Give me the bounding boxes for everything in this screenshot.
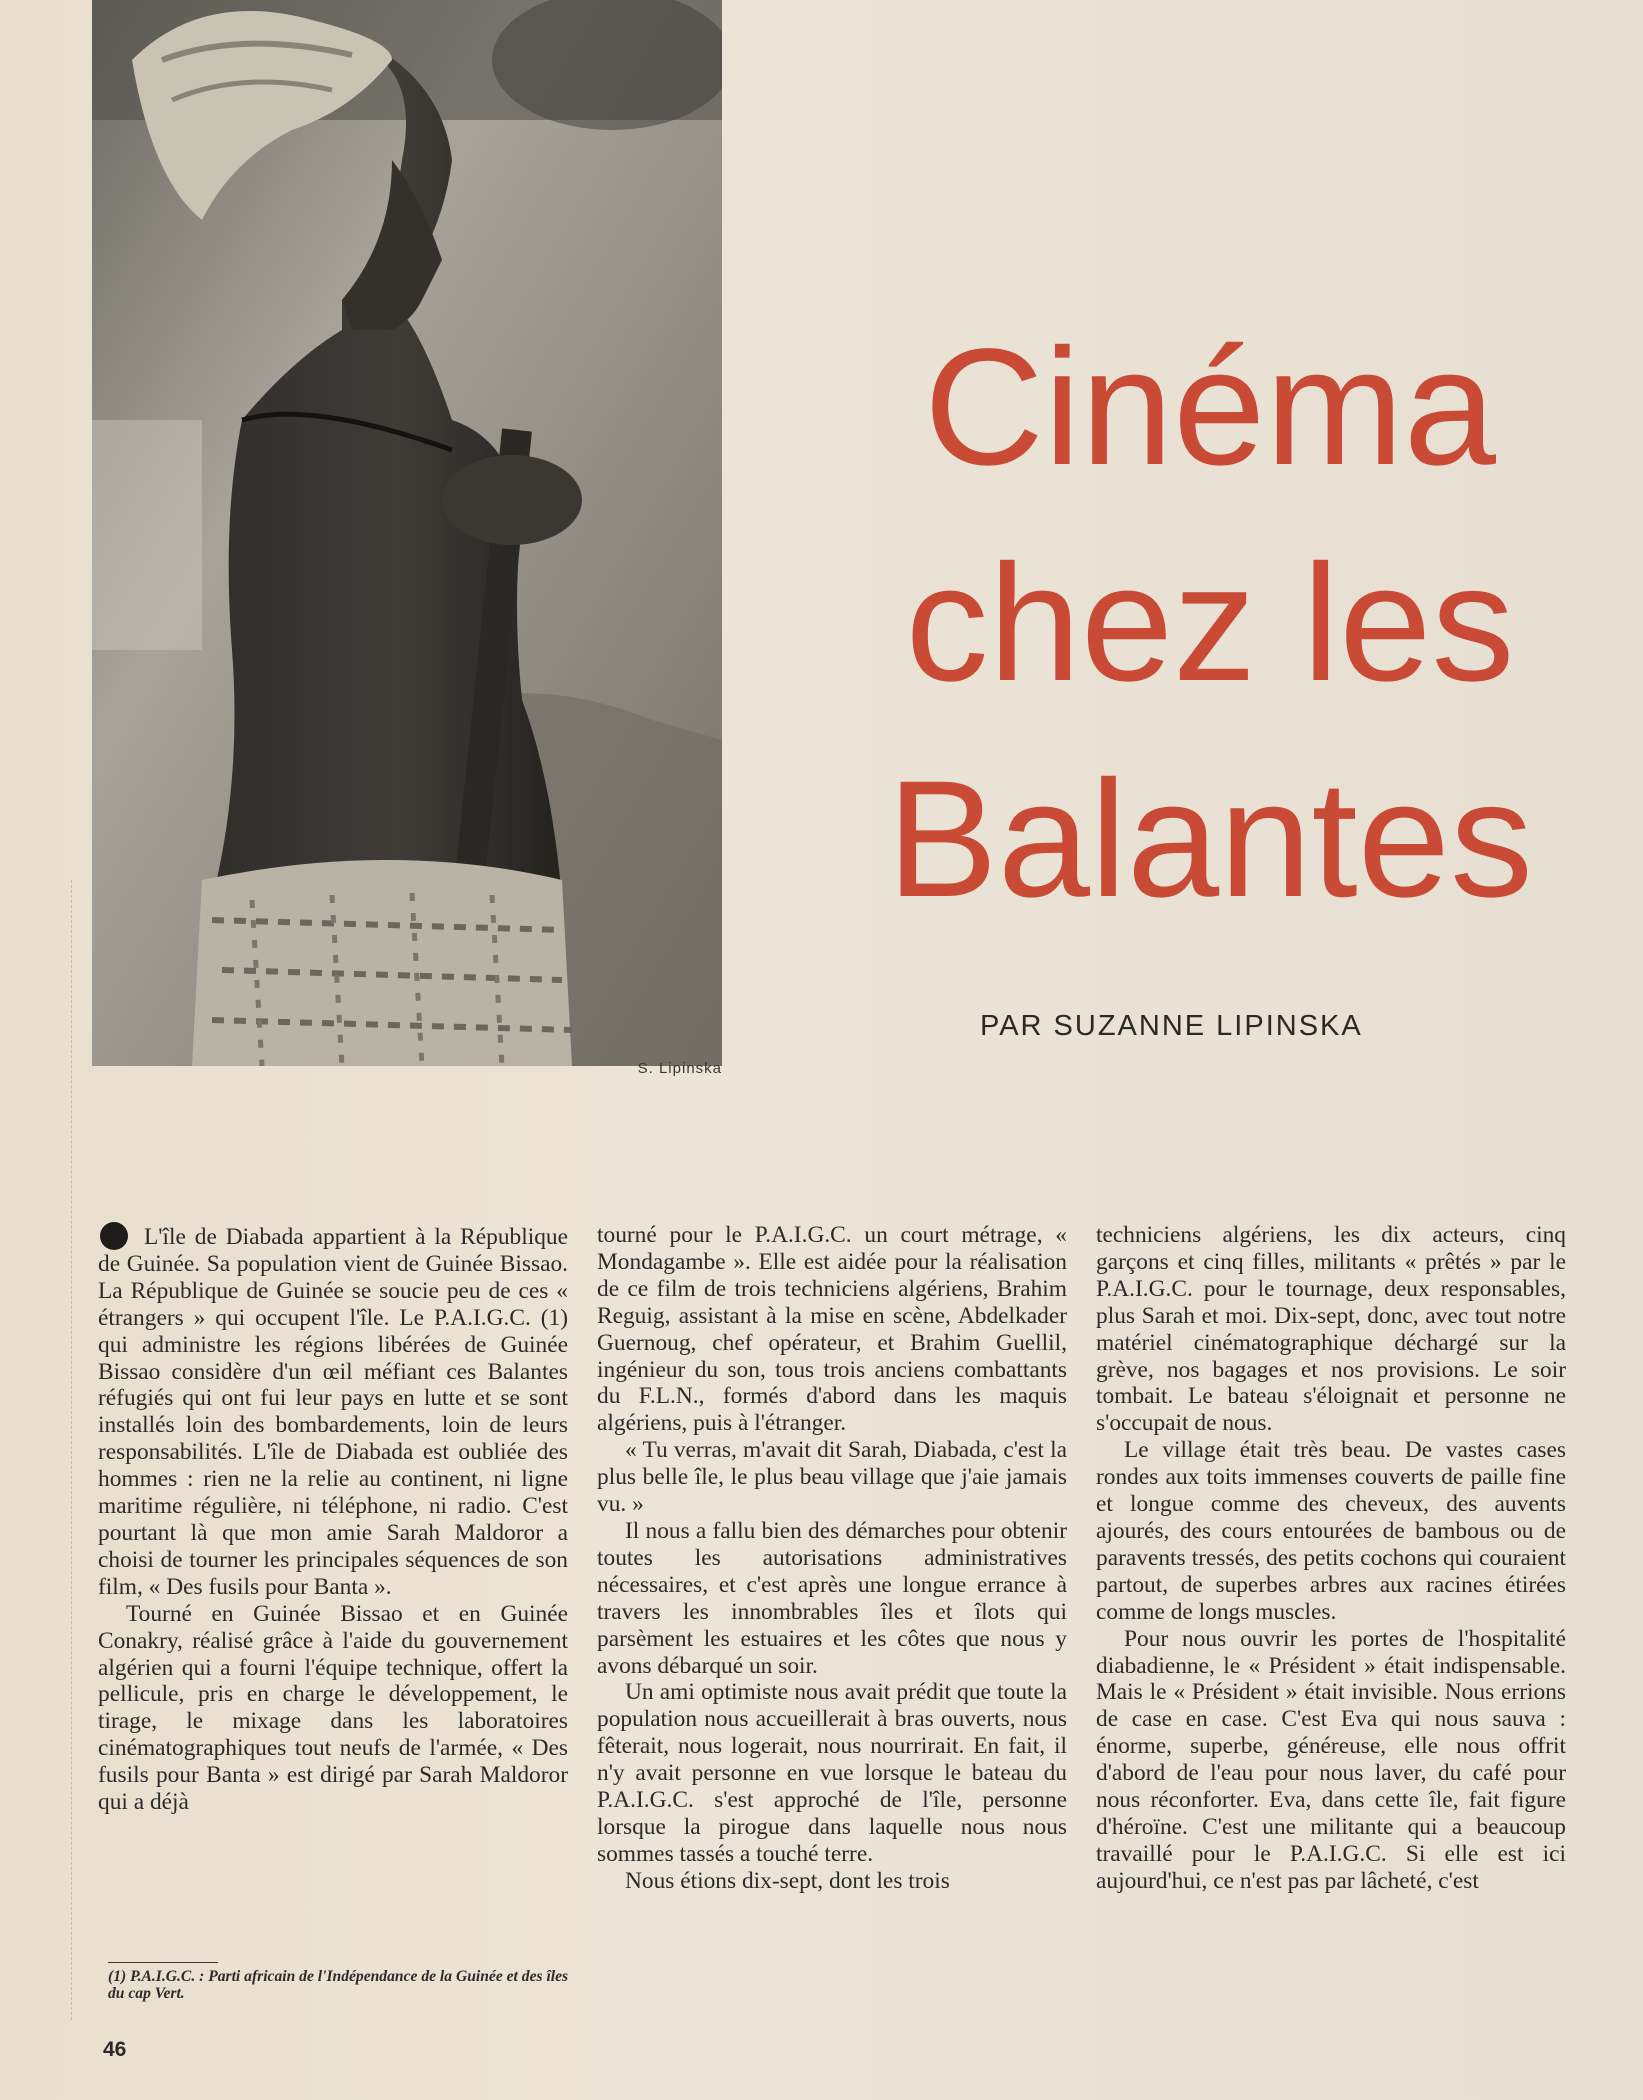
paragraph: tourné pour le P.A.I.G.C. un court métrage, « Mondagambe ». Elle est aidée pour la réalisation de ce film de trois techniciens algériens, Brahim Reguig, assistant à la mise en scène, Abdelkader Guernoug, chef opérateur, et Brahim Guellil, ingénieur du son, tous trois anciens combattants du F.L.N., formés d'abord dans les maquis algériens, puis à l'étranger. bbox=[597, 1222, 1067, 1437]
paragraph: « Tu verras, m'avait dit Sarah, Diabada, c'est la plus belle île, le plus beau village que j'aie jamais vu. » bbox=[597, 1437, 1067, 1518]
footnote: (1) P.A.I.G.C. : Parti africain de l'Indépendance de la Guinée et des îles du cap Vert. bbox=[108, 1968, 569, 2002]
text-column-2 bbox=[597, 1222, 1067, 1895]
paragraph: Nous étions dix-sept, dont les trois bbox=[625, 1867, 950, 1894]
margin-guide-line bbox=[71, 880, 72, 2020]
paragraph bbox=[98, 1222, 568, 1601]
paragraph: Il nous a fallu bien des démarches pour obtenir toutes les autorisations administratives nécessaires, et c'est après une longue errance à travers les innombrables îles et îlots qui parsèment les estuaires et les côtes que nous y avons débarqué un soir. bbox=[597, 1517, 1067, 1679]
bullet-icon bbox=[100, 1222, 128, 1250]
paragraph: Le village était très beau. De vastes cases rondes aux toits immenses couverts de paille fine et longue comme des cheveux, des auvents ajourés, des cours entourées de bambous ou de paravents tressés, des petits cochons qui couraient partout, de superbes arbres aux racines étirées comme de longs muscles. bbox=[1096, 1437, 1566, 1625]
text-column-3 bbox=[1096, 1222, 1566, 1895]
paragraph: Un ami optimiste nous avait prédit que toute la population nous accueillerait à bras ouverts, nous fêterait, nous logerait, nous nourrirait. En fait, il n'y avait personne en vue lorsque le bateau du P.A.I.G.C. s'est approché de l'île, personne lorsque la pirogue dans laquelle nous nous sommes tassés a touché terre. bbox=[597, 1679, 1067, 1867]
byline: PAR SUZANNE LIPINSKA bbox=[980, 1010, 1363, 1042]
paragraph-text: L'île de Diabada appartient à la République de Guinée. Sa population vient de Guinée Bissao. La République de Guinée se soucie peu de ces « étrangers » qui occupent l'île. Le P.A.I.G.C. (1) qui administre les régions libérées de Guinée Bissao considère d'un œil méfiant ces Balantes réfugiés qui ont fui leur pays en lutte et se sont installés loin des bombardements, loin de leurs responsabilités. L'île de Diabada est oubliée des hommes : rien ne la relie au continent, ni ligne maritime régulière, ni téléphone, ni radio. C'est pourtant là que mon amie Sarah Maldoror a choisi de tourner les principales séquences de son film, « Des fusils pour Banta ». bbox=[98, 1224, 568, 1600]
article-title bbox=[820, 300, 1600, 948]
text-column-1 bbox=[98, 1222, 568, 1816]
title-line-1: Cinéma bbox=[923, 315, 1496, 500]
paragraph: Pour nous ouvrir les portes de l'hospitalité diabadienne, le « Président » était indispensable. Mais le « Président » était invisible. Nous errions de case en case. C'est Eva qui nous sauva : énorme, superbe, généreuse, elle nous offrit d'abord de l'eau pour nous laver, du café pour nous réconforter. Eva, dans cette île, fait figure d'héroïne. C'est une militante qui a beaucoup travaillé pour le P.A.I.G.C. Si elle est ici aujourd'hui, ce n'est pas par lâcheté, c'est bbox=[1096, 1625, 1566, 1894]
article-photo bbox=[92, 0, 722, 1066]
footnote-divider bbox=[108, 1962, 218, 1963]
page-number: 46 bbox=[103, 2038, 127, 2061]
title-line-3: Balantes bbox=[886, 747, 1533, 932]
title-line-2: chez les bbox=[905, 531, 1515, 716]
paragraph: techniciens algériens, les dix acteurs, cinq garçons et cinq filles, militants « prêtés » par le P.A.I.G.C. pour le tournage, deux responsables, plus Sarah et moi. Dix-sept, donc, avec tout notre matériel cinématographique déchargé sur la grève, nos bagages et nos provisions. Le soir tombait. Le bateau s'éloignait et personne ne s'occupait de nous. bbox=[1096, 1222, 1566, 1437]
photo-credit: S. Lipinska bbox=[637, 1060, 722, 1077]
paragraph: Tourné en Guinée Bissao et en Guinée Conakry, réalisé grâce à l'aide du gouvernement algérien qui a fourni l'équipe technique, offert la pellicule, pris en charge le développement, le tirage, le mixage dans les laboratoires cinématographiques tout neufs de l'armée, « Des fusils pour Banta » est dirigé par Sarah Maldoror qui a déjà bbox=[98, 1600, 568, 1816]
